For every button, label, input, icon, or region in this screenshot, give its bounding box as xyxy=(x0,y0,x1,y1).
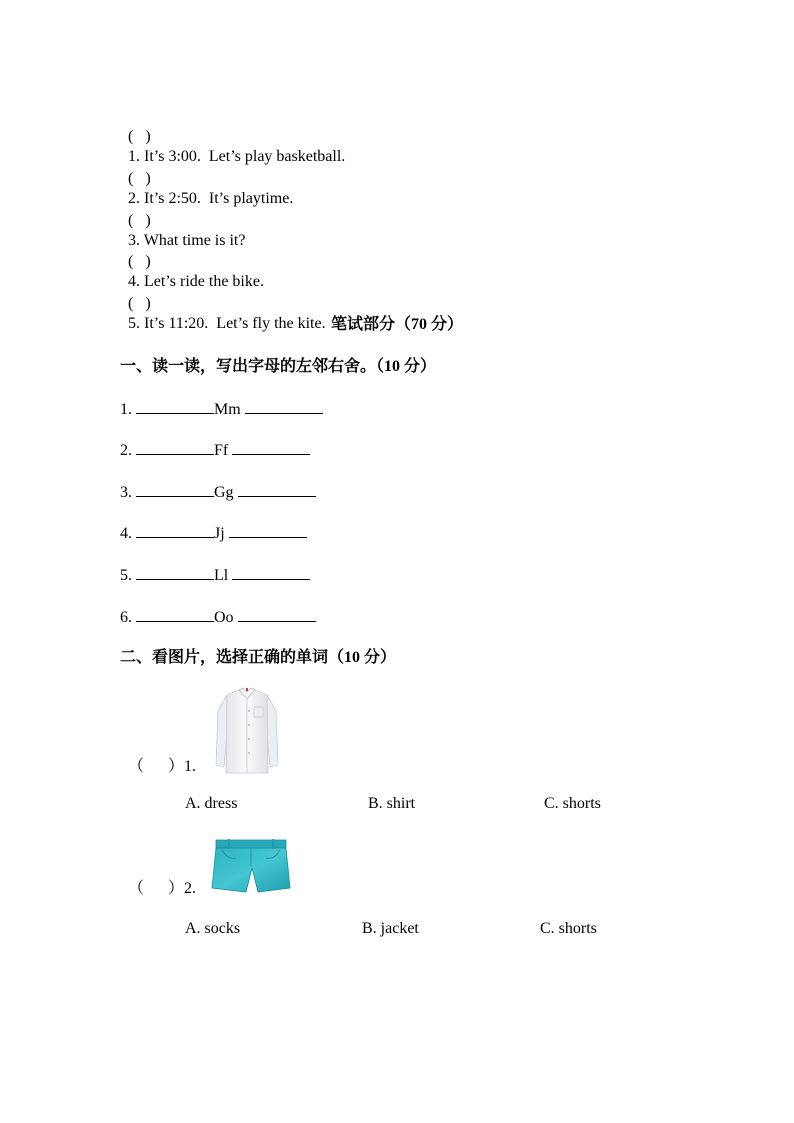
answer-paren[interactable]: ( ) xyxy=(128,253,151,270)
blank-after[interactable] xyxy=(232,440,310,455)
blank-before[interactable] xyxy=(136,399,214,414)
blank-before[interactable] xyxy=(136,607,214,622)
teal-shorts-icon xyxy=(210,836,292,896)
question-number: 2. xyxy=(184,880,197,897)
item-number: 5. xyxy=(120,567,132,584)
letter-pair: Ff xyxy=(214,442,229,459)
answer-paren[interactable]: （ ） xyxy=(128,880,185,897)
q1-option-a[interactable]: A. dress xyxy=(185,795,238,812)
listening-item-2 xyxy=(120,149,294,207)
blank-before[interactable] xyxy=(136,523,214,538)
item-number: 3. xyxy=(120,484,132,501)
answer-paren[interactable]: ( ) xyxy=(128,295,151,312)
letter-pair: Jj xyxy=(214,525,225,542)
answer-paren[interactable]: ( ) xyxy=(128,212,151,229)
item-text: 1. It’s 3:00. Let’s play basketball. xyxy=(128,148,346,165)
section2-title: 二、看图片，选择正确的单词（10 分） xyxy=(120,649,397,666)
item-text: 5. It’s 11:20. Let’s fly the kite. xyxy=(128,315,326,332)
item-number: 2. xyxy=(120,442,132,459)
answer-paren[interactable]: ( ) xyxy=(128,128,151,145)
letter-item-3 xyxy=(120,482,316,502)
question-number: 1. xyxy=(184,758,197,775)
blank-before[interactable] xyxy=(136,440,214,455)
letter-pair: Ll xyxy=(214,567,229,584)
q1-option-c[interactable]: C. shorts xyxy=(544,795,601,812)
letter-pair: Oo xyxy=(214,609,234,626)
listening-item-1 xyxy=(120,107,346,165)
question-1-row xyxy=(128,757,196,777)
item-number: 4. xyxy=(120,525,132,542)
letter-item-1 xyxy=(120,399,323,419)
blank-after[interactable] xyxy=(245,399,323,414)
letter-item-5 xyxy=(120,565,310,585)
letter-item-2 xyxy=(120,440,310,460)
item-text: 2. It’s 2:50. It’s playtime. xyxy=(128,190,294,207)
item-number: 1. xyxy=(120,401,132,418)
q1-option-b[interactable]: B. shirt xyxy=(368,795,416,812)
listening-item-3 xyxy=(120,191,246,249)
q2-option-b[interactable]: B. jacket xyxy=(362,920,419,937)
q2-option-c[interactable]: C. shorts xyxy=(540,920,597,937)
blank-after[interactable] xyxy=(238,607,316,622)
written-part-title: 笔试部分（70 分） xyxy=(330,316,463,333)
letter-pair: Gg xyxy=(214,484,234,501)
blank-after[interactable] xyxy=(232,565,310,580)
item-number: 6. xyxy=(120,609,132,626)
white-shirt-icon xyxy=(215,687,279,775)
listening-item-5 xyxy=(120,274,326,332)
item-text: 4. Let’s ride the bike. xyxy=(128,273,264,290)
question-2-row xyxy=(128,879,196,899)
letter-pair: Mm xyxy=(214,401,241,418)
section1-title: 一、读一读，写出字母的左邻右舍。（10 分） xyxy=(120,358,437,375)
answer-paren[interactable]: （ ） xyxy=(128,758,185,775)
blank-after[interactable] xyxy=(238,482,316,497)
letter-item-6 xyxy=(120,607,316,627)
listening-item-4 xyxy=(120,232,264,290)
blank-before[interactable] xyxy=(136,565,214,580)
letter-item-4 xyxy=(120,523,307,543)
q2-option-a[interactable]: A. socks xyxy=(185,920,241,937)
item-text: 3. What time is it? xyxy=(128,232,246,249)
answer-paren[interactable]: ( ) xyxy=(128,170,151,187)
blank-before[interactable] xyxy=(136,482,214,497)
blank-after[interactable] xyxy=(229,523,307,538)
